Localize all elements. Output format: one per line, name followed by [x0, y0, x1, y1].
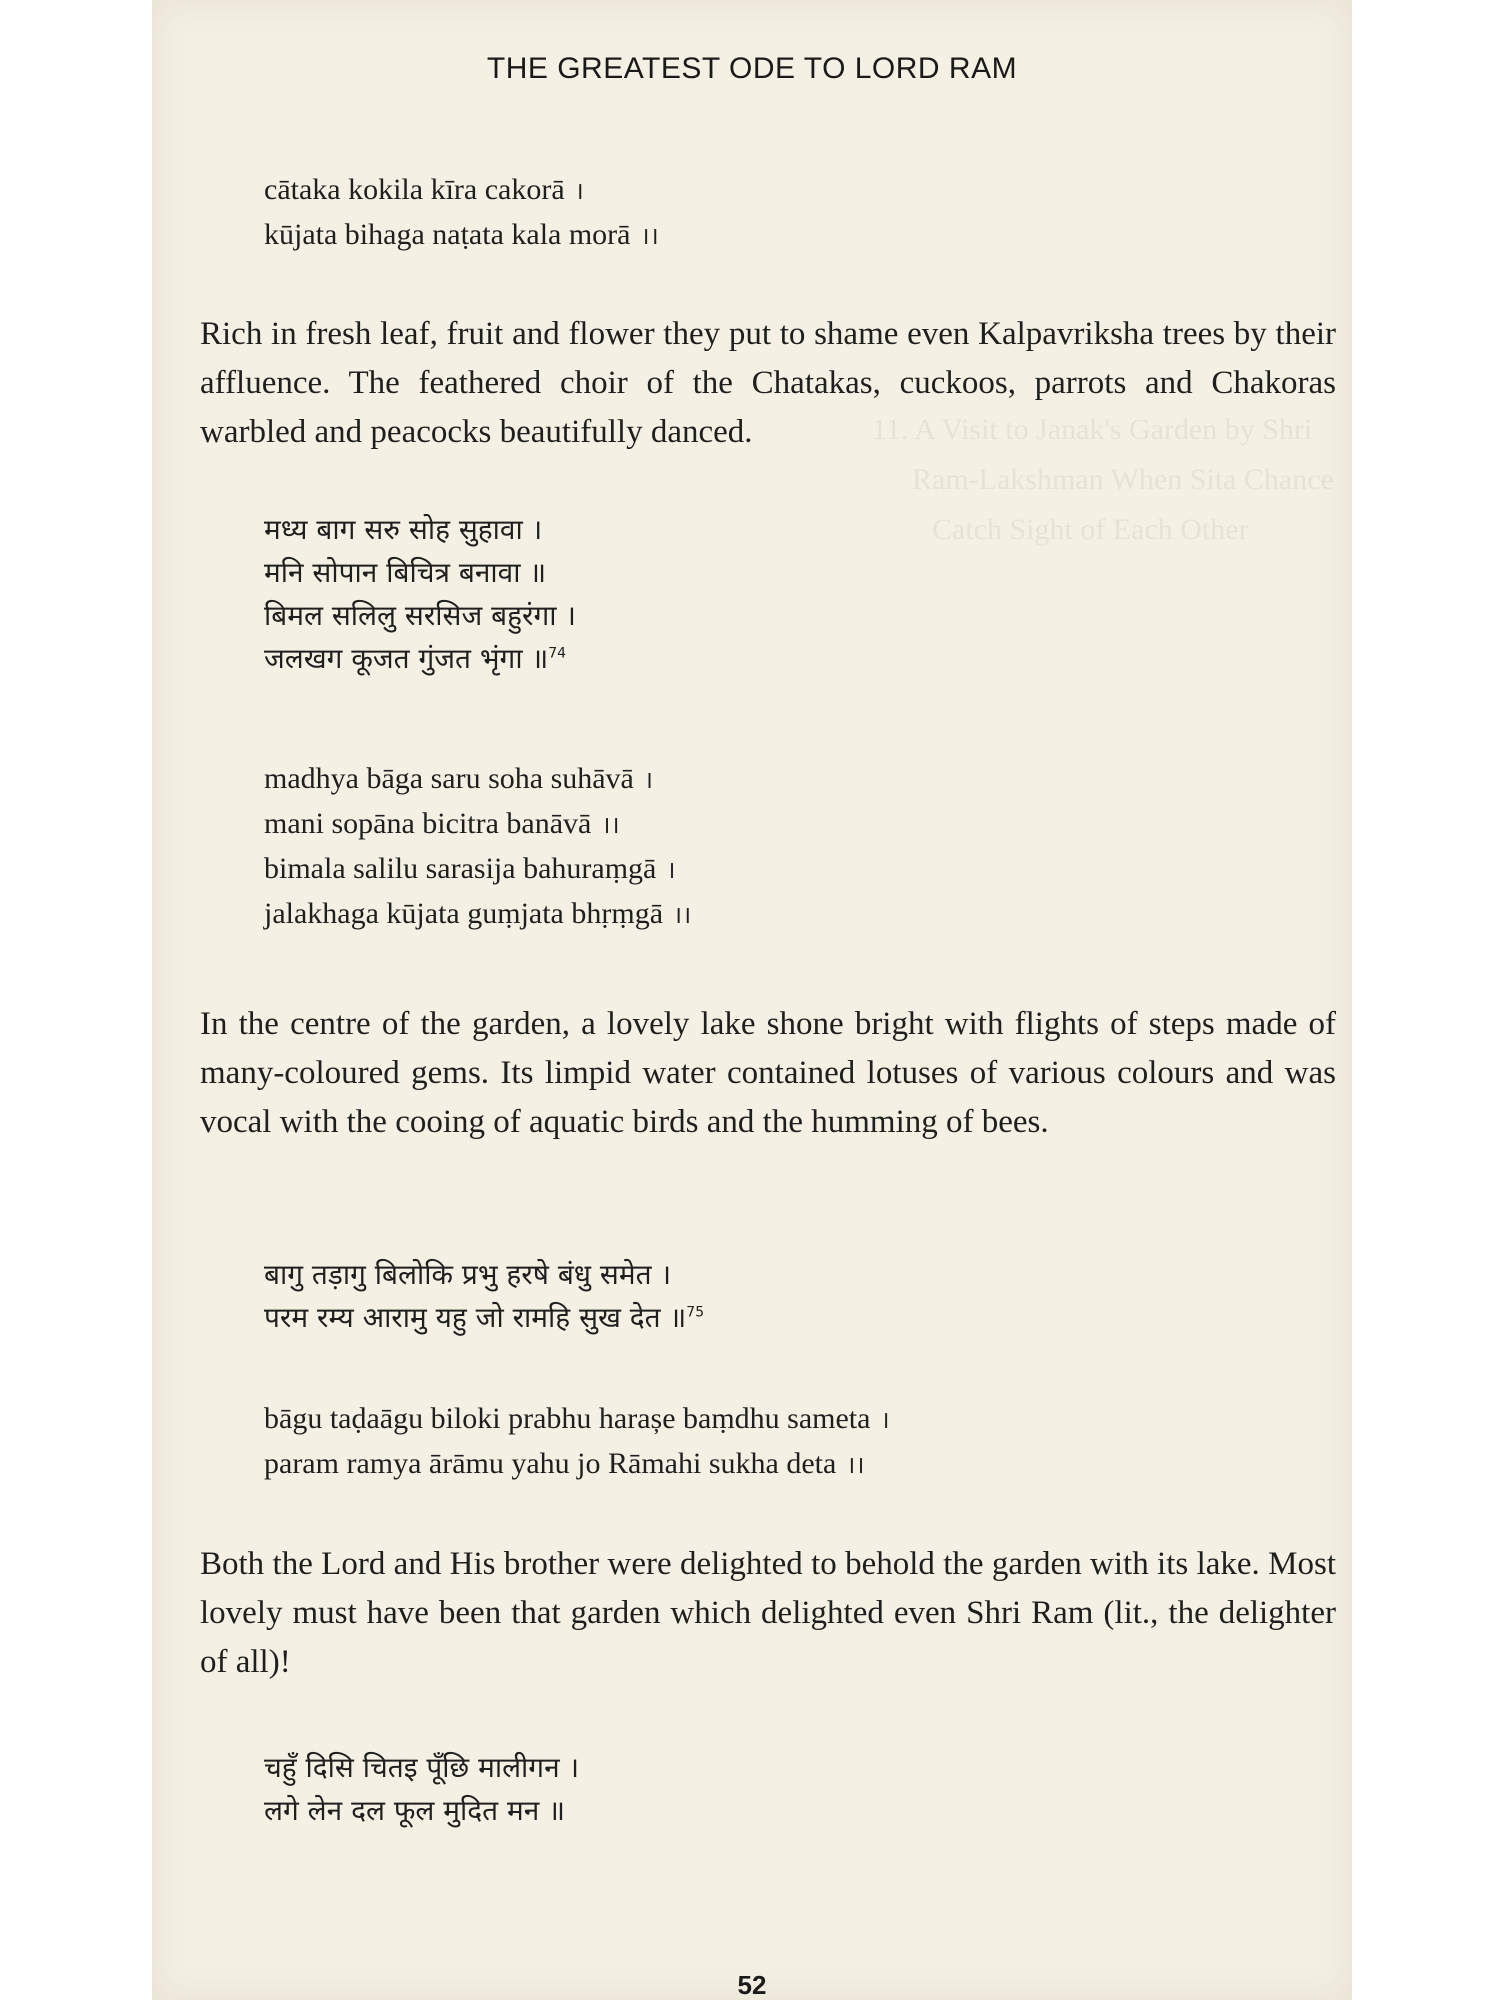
show-through-text: 11. A Visit to Janak's Garden by Shri: [872, 413, 1313, 446]
devanagari-line: बागु तड़ागु बिलोकि प्रभु हरषे बंधु समेत ।: [264, 1258, 672, 1291]
verse-line: cātaka kokila kīra cakorā ।: [264, 173, 584, 206]
devanagari-line: परम रम्य आरामु यहु जो रामहि सुख देत ॥$^{75}$: [264, 1301, 705, 1334]
devanagari-verse-2: [264, 1253, 704, 1339]
verse-line: bāgu taḍaāgu biloki prabhu harașe baṃdhu sameta ।: [264, 1402, 890, 1435]
page-number: 52: [737, 1970, 767, 2000]
transliteration-verse-2: [264, 757, 691, 937]
transliteration-verse-1: [264, 168, 659, 258]
verse-line: jalakhaga kūjata guṃjata bhṛṃgā ।।: [264, 897, 692, 930]
verse-line: madhya bāga saru soha suhāvā ।: [264, 762, 653, 795]
verse-line: kūjata bihaga naṭata kala morā ।।: [264, 218, 659, 251]
devanagari-line: बिमल सलिलु सरसिज बहुरंगा ।: [264, 599, 576, 632]
verse-line: bimala salilu sarasija bahuraṃgā ।: [264, 852, 676, 885]
devanagari-verse-1: [264, 508, 576, 680]
prose-paragraph-3: Both the Lord and His brother were delighted to behold the garden with its lake. Most lovely must have been that garden which delighted even Shri Ram (lit., the delighter of all)!: [200, 1546, 1336, 1680]
book-page: [152, 0, 1352, 2000]
verse-line: mani sopāna bicitra banāvā ।।: [264, 807, 620, 840]
devanagari-line: चहुँ दिसि चितइ पूँछि मालीगन ।: [264, 1751, 580, 1784]
running-header: THE GREATEST ODE TO LORD RAM: [486, 52, 1018, 85]
devanagari-line: जलखग कूजत गुंजत भृंगा ॥$^{74}$: [264, 642, 567, 675]
show-through-text: Catch Sight of Each Other: [932, 513, 1249, 546]
prose-paragraph-1: Rich in fresh leaf, fruit and flower they put to shame even Kalpavriksha trees by their affluence. The feathered choir of the Chatakas, cuckoos, parrots and Chakoras warbled and peacocks beautifully danced.: [200, 316, 1336, 450]
show-through-text: Ram-Lakshman When Sita Chance: [912, 463, 1334, 496]
devanagari-line: लगे लेन दल फूल मुदित मन ॥: [264, 1794, 565, 1827]
verse-line: param ramya ārāmu yahu jo Rāmahi sukha deta ।।: [264, 1447, 865, 1480]
prose-paragraph-2: In the centre of the garden, a lovely lake shone bright with flights of steps made of many-coloured gems. Its limpid water contained lotuses of various colours and was vocal with the cooing of aquatic birds and the humming of bees.: [200, 1006, 1336, 1140]
transliteration-verse-3: [264, 1397, 890, 1487]
footnote-marker: 74: [548, 645, 567, 662]
devanagari-line: मनि सोपान बिचित्र बनावा ॥: [264, 556, 547, 589]
devanagari-line: मध्य बाग सरु सोह सुहावा ।: [264, 513, 543, 546]
devanagari-verse-3: [264, 1746, 579, 1832]
footnote-marker: 75: [686, 1304, 705, 1321]
